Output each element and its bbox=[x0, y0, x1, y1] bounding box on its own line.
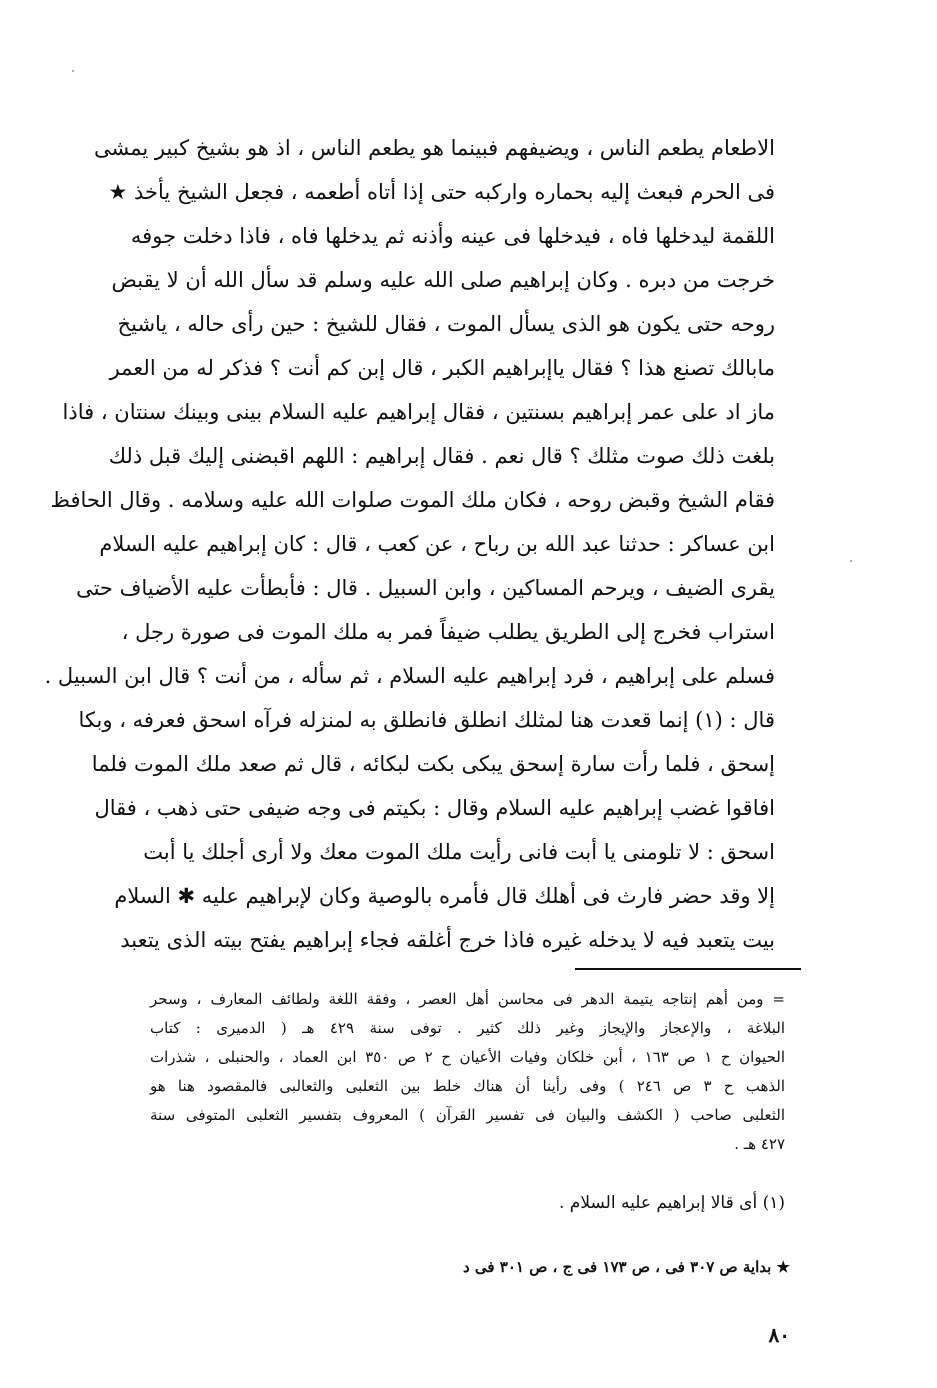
text-line: اللقمة ليدخلها فاه ، فيدخلها فى عينه وأذنه ثم يدخلها فاه ، فاذا دخلت جوفه bbox=[130, 224, 775, 248]
text-line: ابن عساكر : حدثنا عبد الله بن رباح ، عن كعب ، قال : كان إبراهيم عليه السلام bbox=[99, 532, 775, 556]
scan-speck bbox=[72, 70, 74, 72]
footnote-line: ٤٢٧ هـ . bbox=[734, 1135, 785, 1153]
text-line: خرجت من دبره . وكان إبراهيم صلى الله عليه وسلم قد سأل الله أن لا يقبض bbox=[111, 268, 775, 292]
footnote-line: الذهب ح ٣ ص ٢٤٦ ) وفى رأينا أن هناك خلط بين الثعلبى والثعالبى فالمقصود هنا هو bbox=[150, 1077, 785, 1095]
footnote-line: = ومن أهم إنتاجه يتيمة الدهر فى محاسن أهل العصر ، وفقة اللغة ولطائف المعارف ، وسحر bbox=[150, 990, 785, 1008]
footnotes bbox=[150, 985, 785, 1159]
main-text bbox=[44, 126, 775, 962]
text-line: الاطعام يطعم الناس ، ويضيفهم فبينما هو يطعم الناس ، اذ هو بشيخ كبير يمشى bbox=[93, 136, 775, 160]
text-line: بلغت ذلك صوت مثلك ؟ قال نعم . فقال إبراهيم : اللهم اقبضنى إليك قبل ذلك bbox=[108, 444, 775, 468]
text-line: استراب فخرج إلى الطريق يطلب ضيفاً فمر به ملك الموت فى صورة رجل ، bbox=[121, 620, 775, 644]
text-line: قال : (١) إنما قعدت هنا لمثلك انطلق فانطلق به لمنزله فرآه اسحق فعرفه ، وبكا bbox=[78, 708, 775, 732]
text-line: إسحق ، فلما رأت سارة إسحق يبكى بكت لبكائه ، قال ثم صعد ملك الموت فلما bbox=[91, 752, 775, 776]
footnote-line: البلاغة ، والإعجاز والإيجاز وغير ذلك كثير . توفى سنة ٤٢٩ هـ ( الدميرى : كتاب bbox=[150, 1019, 785, 1037]
text-line: فى الحرم فبعث إليه بحماره واركبه حتى إذا أتاه أطعمه ، فجعل الشيخ يأخذ ★ bbox=[108, 180, 775, 204]
text-line: اسحق : لا تلومنى يا أبت فانى رأيت ملك الموت معك ولا أرى أجلك يا أبت bbox=[143, 840, 775, 864]
footnote-separator bbox=[575, 968, 801, 970]
text-line: فسلم على إبراهيم ، فرد إبراهيم عليه السلام ، ثم سأله ، من أنت ؟ قال ابن السبيل . bbox=[44, 664, 775, 688]
footnote-line: الحيوان ح ١ ص ١٦٣ ، أبن خلكان وفيات الأعيان ح ٢ ص ٣٥٠ ابن العماد ، والحنبلى ، شذرات bbox=[150, 1048, 786, 1066]
text-line: ماز اد على عمر إبراهيم بسنتين ، فقال إبراهيم عليه السلام بينى وبينك سنتان ، فاذا bbox=[62, 400, 775, 424]
page-number: ٨٠ bbox=[768, 1323, 790, 1347]
text-line: يقرى الضيف ، ويرحم المساكين ، وابن السبيل . قال : فأبطأت عليه الأضياف حتى bbox=[76, 576, 775, 600]
footnote-line: الثعلبى صاحب ( الكشف والبيان فى تفسير القرآن ) المعروف بتفسير الثعلبى المتوفى سنة bbox=[150, 1106, 785, 1124]
scan-speck bbox=[850, 560, 852, 562]
text-line: إلا وقد حضر فارث فى أهلك قال فأمره بالوصية وكان لإبراهيم عليه ✱ السلام bbox=[114, 884, 775, 908]
manuscript-page-note: ★ بداية ص ٣٠٧ فى ، ص ١٧٣ فى ج ، ص ٣٠١ فى د bbox=[463, 1258, 790, 1276]
footnote-one: (١) أى قالا إبراهيم عليه السلام . bbox=[559, 1193, 785, 1213]
text-line: بيت يتعبد فيه لا يدخله غيره فاذا خرج أغلقه فجاء إبراهيم يفتح بيته الذى يتعبد bbox=[120, 928, 775, 952]
text-line: فقام الشيخ وقبض روحه ، فكان ملك الموت صلوات الله عليه وسلامه . وقال الحافظ bbox=[50, 488, 775, 512]
text-line: مابالك تصنع هذا ؟ فقال ياإبراهيم الكبر ، قال إبن كم أنت ؟ فذكر له من العمر bbox=[109, 356, 775, 380]
text-line: افاقوا غضب إبراهيم عليه السلام وقال : بكيتم فى وجه ضيفى حتى ذهب ، فقال bbox=[94, 796, 775, 820]
text-line: روحه حتى يكون هو الذى يسأل الموت ، فقال للشيخ : حين رأى حاله ، ياشيخ bbox=[117, 312, 775, 336]
